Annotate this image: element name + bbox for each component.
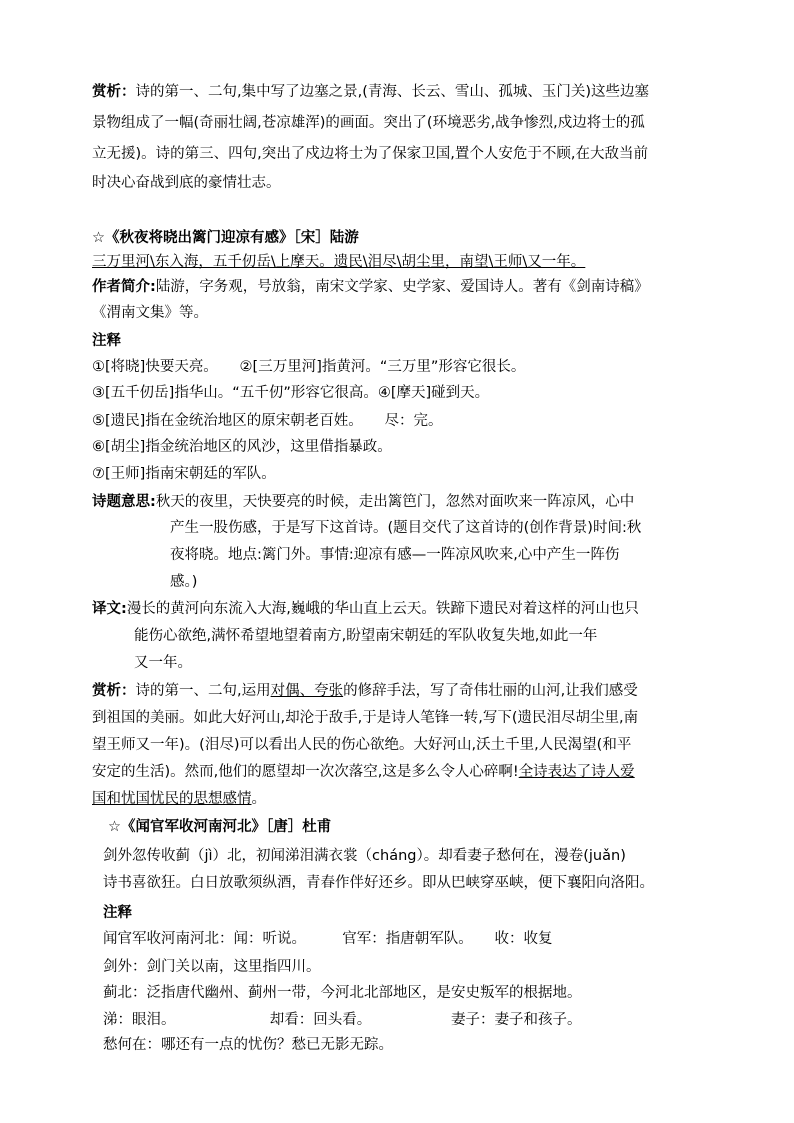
appreciation-line: 赏析：诗的第一、二句,集中写了边塞之景,(青海、长云、雪山、孤城、玉门关)这些边塞 bbox=[92, 84, 650, 100]
appreciation-line: 景物组成了一幅(奇丽壮阔,苍凉雄浑)的画面。突出了(环境恶劣,战争惨烈,戍边将士的孤 bbox=[92, 115, 645, 131]
appreciation-label: 赏析： bbox=[92, 683, 136, 699]
appreciation-cont: 安定的生活)。然而,他们的愿望却一次次落空,这是多么令人心碎啊!全诗表达了诗人爱 bbox=[92, 764, 635, 780]
author-intro-cont: 《渭南文集》等。 bbox=[92, 305, 208, 321]
note-item: 闻官军收河南河北：闻：听说。 官军：指唐朝军队。 收：收复 bbox=[103, 931, 553, 947]
poem-title: ☆《秋夜将晓出篱门迎凉有感》［宋］陆游 bbox=[92, 230, 359, 246]
note-item: 涕：眼泪。 却看：回头看。 妻子：妻子和孩子。 bbox=[103, 1012, 582, 1028]
translation: 译文:漫长的黄河向东流入大海,巍峨的华山直上云天。铁蹄下遗民对着这样的河山也只 bbox=[92, 601, 639, 617]
title-meaning-cont: 产生一股伤感，于是写下这首诗。(题目交代了这首诗的(创作背景)时间:秋 bbox=[170, 520, 642, 536]
title-meaning-cont: 感。) bbox=[170, 574, 198, 590]
notes-heading: 注释 bbox=[92, 333, 121, 349]
appreciation-label: 赏析： bbox=[92, 84, 136, 100]
poem-title: ☆《闻官军收河南河北》［唐］杜甫 bbox=[108, 819, 332, 835]
note-item: 蓟北：泛指唐代幽州、蓟州一带，今河北北部地区，是安史叛军的根据地。 bbox=[103, 985, 582, 1001]
title-meaning: 诗题意思:秋天的夜里，天快要亮的时候，走出篱笆门，忽然对面吹来一阵凉风，心中 bbox=[92, 494, 635, 510]
translation-cont: 又一年。 bbox=[134, 655, 192, 671]
note-item: 剑外：剑门关以南，这里指四川。 bbox=[103, 959, 321, 975]
rhetoric-highlight: 对偶、夸张 bbox=[270, 683, 344, 699]
poem-verse: 诗书喜欲狂。白日放歌须纵酒，青春作伴好还乡。即从巴峡穿巫峡，便下襄阳向洛阳。 bbox=[103, 875, 654, 891]
note-item: ①[将晓]快要天亮。 ②[三万里河]指黄河。“三万里”形容它很长。 bbox=[92, 359, 526, 375]
translation-cont: 能伤心欲绝,满怀希望地望着南方,盼望南宋朝廷的军队收复失地,如此一年 bbox=[134, 628, 598, 644]
translation-label: 译文: bbox=[92, 601, 127, 617]
appreciation-line: 立无援)。诗的第三、四句,突出了戍边将士为了保家卫国,置个人安危于不顾,在大敌当前 bbox=[92, 146, 648, 162]
appreciation: 赏析：诗的第一、二句,运用对偶、夸张的修辞手法，写了奇伟壮丽的山河,让我们感受 bbox=[92, 683, 638, 699]
note-item: ⑦[王师]指南宋朝廷的军队。 bbox=[92, 466, 276, 482]
author-intro-label: 作者简介: bbox=[92, 279, 156, 295]
note-item: 愁何在：哪还有一点的忧伤？愁已无影无踪。 bbox=[103, 1037, 393, 1053]
appreciation-cont: 到祖国的美丽。如此大好河山,却沦于敌手,于是诗人笔锋一转,写下(遗民泪尽胡尘里,南 bbox=[92, 710, 639, 726]
theme-highlight: 国和忧国忧民的思想感情 bbox=[92, 791, 252, 807]
note-item: ⑥[胡尘]指金统治地区的风沙，这里借指暴政。 bbox=[92, 439, 392, 455]
appreciation-cont: 望王师又一年)。(泪尽)可以看出人民的伤心欲绝。大好河山,沃土千里,人民渴望(和平 bbox=[92, 737, 632, 753]
title-meaning-cont: 夜将晓。地点:篱门外。事情:迎凉有感—一阵凉风吹来,心中产生一阵伤 bbox=[170, 547, 620, 563]
note-item: ③[五千仞岳]指华山。“五千仞”形容它很高。④[摩天]碰到天。 bbox=[92, 385, 490, 401]
theme-highlight: 全诗表达了诗人爱 bbox=[518, 764, 635, 780]
author-intro: 作者简介:陆游，字务观，号放翁，南宋文学家、史学家、爱国诗人。著有《剑南诗稿》 bbox=[92, 279, 649, 295]
note-item: ⑤[遗民]指在金统治地区的原宋朝老百姓。 尽：完。 bbox=[92, 413, 443, 429]
appreciation-cont: 国和忧国忧民的思想感情。 bbox=[92, 791, 266, 807]
title-meaning-label: 诗题意思: bbox=[92, 494, 156, 510]
poem-verse: 三万里河\东入海，五千仞岳\上摩天。遗民\泪尽\胡尘里，南望\王师\又一年。 bbox=[92, 254, 586, 270]
poem-verse: 剑外忽传收蓟（jì）北，初闻涕泪满衣裳（cháng）。却看妻子愁何在，漫卷(juǎn) bbox=[103, 848, 626, 864]
notes-heading: 注释 bbox=[103, 905, 132, 921]
appreciation-line: 时决心奋战到底的豪情壮志。 bbox=[92, 175, 281, 191]
